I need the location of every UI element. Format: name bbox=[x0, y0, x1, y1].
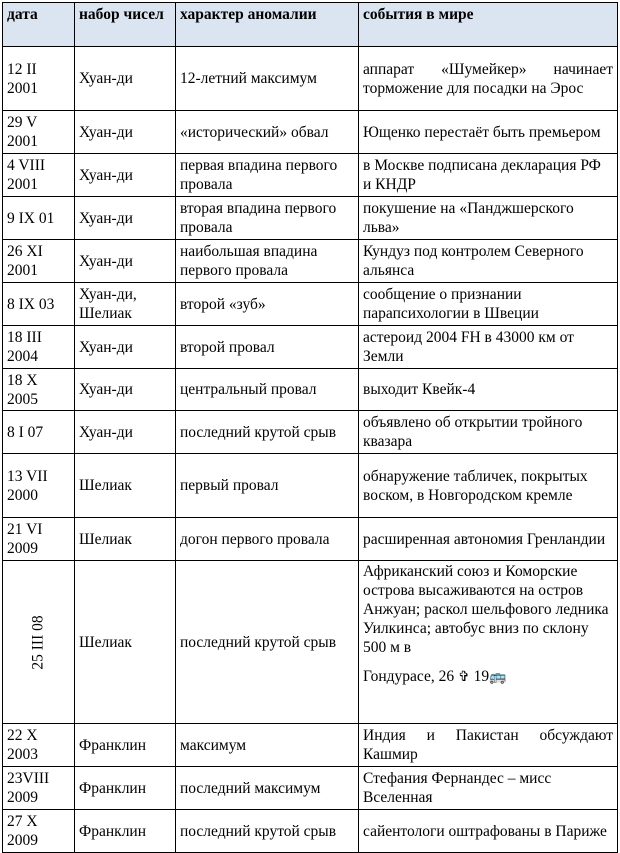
anomaly-cell: «исторический» обвал bbox=[176, 111, 359, 154]
date-cell: 22 X 2003 bbox=[3, 724, 75, 767]
table-row bbox=[3, 326, 618, 369]
date-cell: 9 IX 01 bbox=[3, 197, 75, 240]
date-cell: 26 XI 2001 bbox=[3, 240, 75, 283]
header-anomaly: характер аномалии bbox=[176, 3, 359, 47]
date-cell: 13 VII 2000 bbox=[3, 454, 75, 518]
event-cell bbox=[359, 561, 618, 724]
number-set-cell: Франклин bbox=[75, 724, 176, 767]
anomaly-cell: последний крутой срыв bbox=[176, 561, 359, 724]
anomaly-cell: догон первого провала bbox=[176, 518, 359, 561]
number-set-cell: Хуан-ди bbox=[75, 154, 176, 197]
date-cell: 27 X 2009 bbox=[3, 810, 75, 853]
number-set-cell: Франклин bbox=[75, 810, 176, 853]
event-text: Африканский союз и Коморские острова высаживаются на остров Анжуан; раскол шельфового ледника Уилкинса; автобус вниз по склону 500 м в bbox=[363, 563, 609, 656]
table-row bbox=[3, 240, 618, 283]
number-set-cell: Шелиак bbox=[75, 454, 176, 518]
table-row bbox=[3, 518, 618, 561]
event-cell: обнаружение табличек, покрытых воском, в Новгородском кремле bbox=[359, 454, 618, 518]
anomaly-cell: первая впадина первого провала bbox=[176, 154, 359, 197]
event-cell: астероид 2004 FH в 43000 км от Земли bbox=[359, 326, 618, 369]
header-date: дата bbox=[3, 3, 75, 47]
table-row bbox=[3, 724, 618, 767]
bus-icon: 🚌 bbox=[489, 669, 507, 685]
rotated-date-label: 25 III 08 bbox=[30, 614, 47, 670]
event-cell: покушение на «Панджшерского льва» bbox=[359, 197, 618, 240]
anomaly-cell: 12-летний максимум bbox=[176, 47, 359, 111]
event-cell: расширенная автономия Гренландии bbox=[359, 518, 618, 561]
anomaly-cell: второй провал bbox=[176, 326, 359, 369]
number-set-cell: Хуан-ди bbox=[75, 411, 176, 454]
event-cell: Индия и Пакистан обсуждают Кашмир bbox=[359, 724, 618, 767]
table-row bbox=[3, 454, 618, 518]
table-row bbox=[3, 369, 618, 411]
table-row bbox=[3, 111, 618, 154]
event-cell: сообщение о признании парапсихологии в Швеции bbox=[359, 283, 618, 326]
date-cell: 18 X 2005 bbox=[3, 369, 75, 411]
event-cell: Кундуз под контролем Северного альянса bbox=[359, 240, 618, 283]
date-cell: 23VIII 2009 bbox=[3, 767, 75, 810]
anomaly-cell: максимум bbox=[176, 724, 359, 767]
event-cell: в Москве подписана декларация РФ и КНДР bbox=[359, 154, 618, 197]
number-set-cell: Хуан-ди bbox=[75, 197, 176, 240]
number-set-cell: Франклин bbox=[75, 767, 176, 810]
table-row bbox=[3, 47, 618, 111]
date-cell: 12 II 2001 bbox=[3, 47, 75, 111]
table-row bbox=[3, 197, 618, 240]
table-row bbox=[3, 154, 618, 197]
table-row bbox=[3, 411, 618, 454]
event-text-tail: Гондурасе, 26 ✞ 19🚌 bbox=[363, 668, 507, 685]
table-row bbox=[3, 561, 618, 724]
number-set-cell: Хуан-ди bbox=[75, 240, 176, 283]
number-set-cell: Шелиак bbox=[75, 518, 176, 561]
date-cell: 21 VI 2009 bbox=[3, 518, 75, 561]
anomaly-cell: второй «зуб» bbox=[176, 283, 359, 326]
header-number-set: набор чисел bbox=[75, 3, 176, 47]
number-set-cell: Хуан-ди bbox=[75, 326, 176, 369]
table-row bbox=[3, 810, 618, 853]
anomaly-cell: последний максимум bbox=[176, 767, 359, 810]
header-events: события в мире bbox=[359, 3, 618, 47]
anomaly-cell: наибольшая впадина первого провала bbox=[176, 240, 359, 283]
table-row bbox=[3, 283, 618, 326]
table-row bbox=[3, 767, 618, 810]
header-row bbox=[3, 3, 618, 47]
cross-icon: ✞ bbox=[457, 669, 470, 685]
event-cell: Ющенко перестаёт быть премьером bbox=[359, 111, 618, 154]
date-cell: 4 VIII 2001 bbox=[3, 154, 75, 197]
event-cell: выходит Квейк-4 bbox=[359, 369, 618, 411]
date-cell: 29 V 2001 bbox=[3, 111, 75, 154]
anomaly-cell: последний крутой срыв bbox=[176, 411, 359, 454]
event-cell: сайентологи оштрафованы в Париже bbox=[359, 810, 618, 853]
date-cell: 18 III 2004 bbox=[3, 326, 75, 369]
number-set-cell: Хуан-ди bbox=[75, 47, 176, 111]
anomaly-cell: центральный провал bbox=[176, 369, 359, 411]
anomaly-cell: последний крутой срыв bbox=[176, 810, 359, 853]
event-cell: Стефания Фернандес – мисс Вселенная bbox=[359, 767, 618, 810]
date-cell bbox=[3, 561, 75, 724]
anomaly-cell: первый провал bbox=[176, 454, 359, 518]
event-cell: объявлено об открытии тройного квазара bbox=[359, 411, 618, 454]
anomaly-cell: вторая впадина первого провала bbox=[176, 197, 359, 240]
number-set-cell: Хуан-ди bbox=[75, 369, 176, 411]
number-set-cell: Шелиак bbox=[75, 561, 176, 724]
event-cell: аппарат «Шумейкер» начинает торможение для посадки на Эрос bbox=[359, 47, 618, 111]
date-cell: 8 IX 03 bbox=[3, 283, 75, 326]
number-set-cell: Хуан-ди, Шелиак bbox=[75, 283, 176, 326]
date-cell: 8 I 07 bbox=[3, 411, 75, 454]
number-set-cell: Хуан-ди bbox=[75, 111, 176, 154]
anomaly-events-table bbox=[2, 2, 618, 853]
